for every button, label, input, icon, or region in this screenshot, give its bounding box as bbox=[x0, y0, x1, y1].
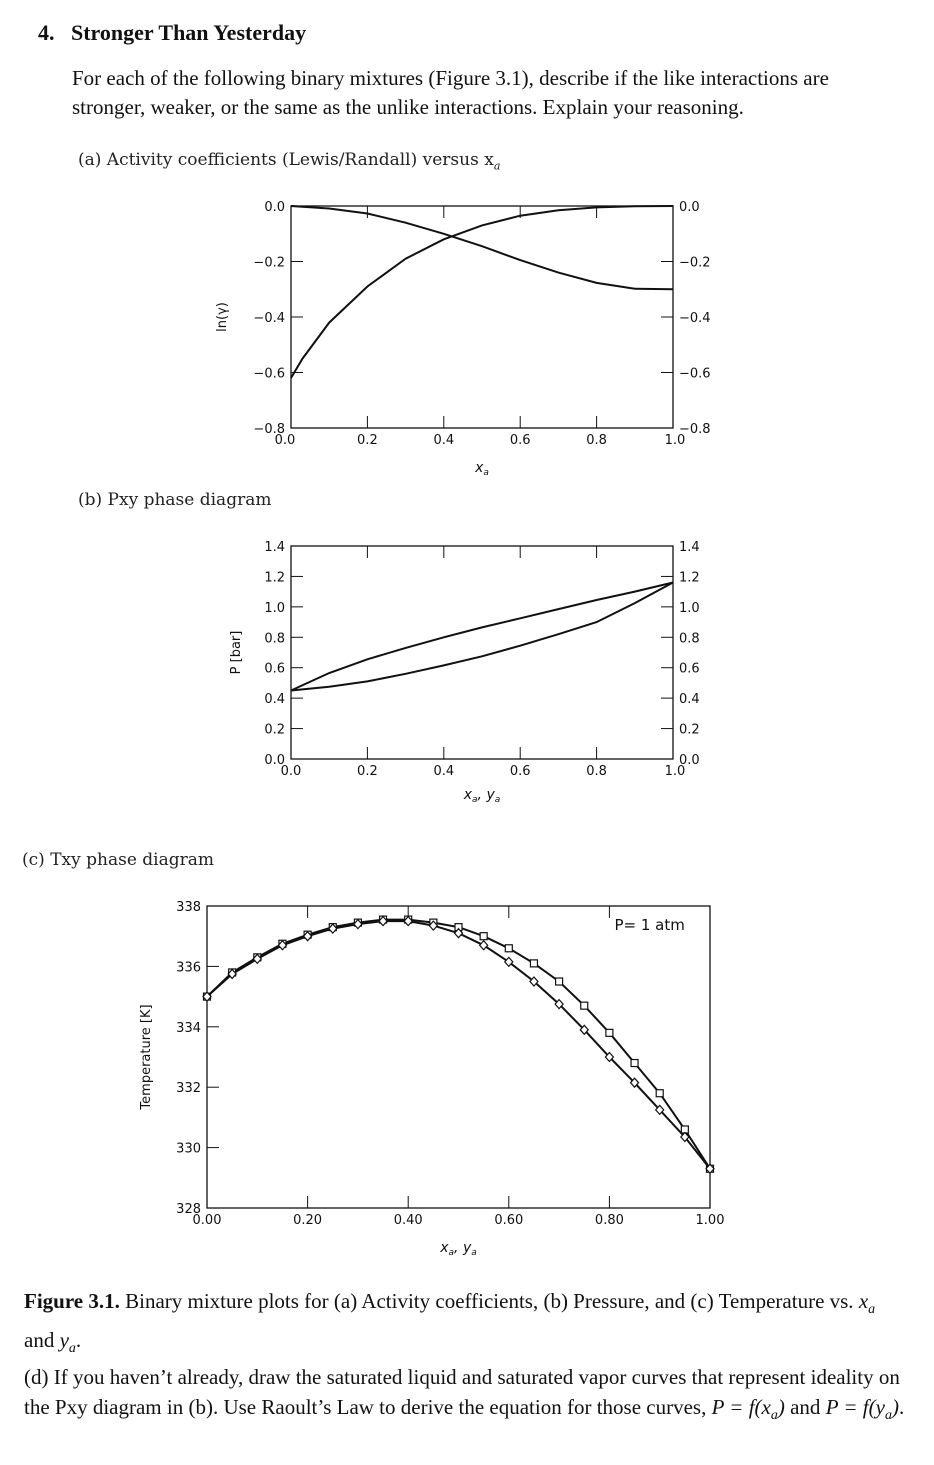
point-square bbox=[631, 1060, 638, 1067]
y-tick-label: 338 bbox=[176, 900, 201, 915]
caption-ya: y bbox=[59, 1328, 69, 1353]
y-tick-label-right: −0.2 bbox=[679, 255, 711, 271]
caption-end: . bbox=[75, 1328, 82, 1353]
x-tick-label: 0.4 bbox=[433, 764, 455, 779]
chart-c-title: (c) Txy phase diagram bbox=[22, 850, 214, 870]
x-tick-label: 0.20 bbox=[293, 1213, 323, 1228]
y-tick-label: 1.2 bbox=[264, 570, 285, 586]
part-d bbox=[24, 1362, 914, 1431]
y-tick-label-right: 1.4 bbox=[679, 540, 700, 555]
y-tick-label: 0.0 bbox=[264, 200, 285, 215]
point-square bbox=[581, 1002, 588, 1009]
point-square bbox=[505, 945, 512, 952]
x-axis-label: $x_a$ bbox=[475, 460, 489, 478]
x-tick-label: 0.2 bbox=[357, 433, 378, 448]
point-square bbox=[606, 1029, 613, 1036]
x-tick-label: 0.8 bbox=[586, 764, 607, 779]
x-tick-label: 0.0 bbox=[280, 764, 302, 779]
x-tick-label: 0.80 bbox=[594, 1213, 624, 1228]
series-line-0 bbox=[291, 206, 673, 289]
y-tick-label: −0.4 bbox=[253, 311, 285, 326]
part-d-eq2: P = f(y bbox=[825, 1395, 885, 1419]
y-tick-label: 0.4 bbox=[264, 692, 285, 708]
caption-text: Binary mixture plots for (a) Activity coefficients, (b) Pressure, and (c) Temperature vs. bbox=[119, 1289, 859, 1313]
x-tick-label: 0.00 bbox=[192, 1213, 222, 1228]
y-tick-label: 328 bbox=[176, 1202, 201, 1217]
y-tick-label: −0.8 bbox=[253, 422, 285, 437]
chart-b-title: (b) Pxy phase diagram bbox=[78, 490, 272, 510]
figure-caption bbox=[24, 1286, 904, 1364]
point-square bbox=[480, 933, 487, 940]
question-number: 4. bbox=[38, 20, 55, 45]
plot-frame bbox=[207, 906, 710, 1208]
point-diamond bbox=[480, 941, 488, 950]
y-tick-label: −0.2 bbox=[253, 255, 285, 271]
x-tick-label: 0.6 bbox=[509, 433, 531, 448]
plot-frame bbox=[291, 546, 673, 759]
x-tick-label: 1.0 bbox=[664, 433, 686, 448]
y-tick-label-right: 1.0 bbox=[679, 600, 700, 616]
y-tick-label-right: 0.4 bbox=[679, 692, 700, 708]
point-square bbox=[556, 978, 563, 985]
question-title-text: Stronger Than Yesterday bbox=[71, 20, 307, 45]
part-d-eq2-close: ) bbox=[891, 1395, 899, 1419]
y-tick-label-right: 0.0 bbox=[679, 753, 700, 768]
part-d-end: . bbox=[898, 1395, 905, 1419]
point-square bbox=[656, 1090, 663, 1097]
x-tick-label: 0.2 bbox=[357, 764, 378, 779]
part-d-eq2-sub: a bbox=[884, 1408, 892, 1424]
y-tick-label: 332 bbox=[176, 1081, 201, 1097]
point-square bbox=[530, 960, 537, 967]
y-tick-label: 0.8 bbox=[264, 631, 285, 647]
y-axis-label: Temperature [K] bbox=[139, 1004, 154, 1110]
y-tick-label: 330 bbox=[176, 1141, 201, 1157]
x-tick-label: 0.8 bbox=[586, 433, 607, 448]
y-axis-label: ln(γ) bbox=[215, 302, 230, 332]
part-d-eq1-close: ) bbox=[777, 1395, 785, 1419]
x-tick-label: 0.6 bbox=[509, 764, 531, 779]
y-tick-label-right: −0.4 bbox=[679, 311, 711, 326]
x-tick-label: 0.0 bbox=[274, 433, 296, 448]
y-tick-label: 0.2 bbox=[264, 722, 285, 738]
chart-b bbox=[229, 540, 700, 805]
x-tick-label: 1.0 bbox=[664, 764, 686, 779]
y-tick-label: 0.6 bbox=[264, 661, 285, 677]
caption-label: Figure 3.1. bbox=[24, 1289, 120, 1313]
y-tick-label: 1.4 bbox=[264, 540, 285, 555]
series-line-0 bbox=[291, 583, 673, 691]
x-tick-label: 0.40 bbox=[393, 1213, 423, 1228]
chart-a bbox=[215, 200, 711, 478]
x-tick-label: 1.00 bbox=[695, 1213, 725, 1228]
y-tick-label: 336 bbox=[176, 960, 201, 976]
y-tick-label-right: −0.6 bbox=[679, 366, 711, 382]
caption-and: and bbox=[24, 1328, 60, 1353]
series-line-0 bbox=[207, 920, 710, 1169]
caption-xa-sub: a bbox=[868, 1302, 876, 1318]
part-d-and: and bbox=[784, 1395, 826, 1419]
part-d-eq1-sub: a bbox=[770, 1408, 778, 1424]
chart-a-title: (a) Activity coefficients (Lewis/Randall) versus $x_a$ bbox=[78, 150, 501, 173]
chart-c bbox=[139, 900, 724, 1258]
series-line-1 bbox=[207, 921, 710, 1169]
x-axis-label: $x_a$, $y_a$ bbox=[440, 1240, 477, 1258]
y-tick-label-right: 1.2 bbox=[679, 570, 700, 586]
caption-xa: x bbox=[858, 1289, 869, 1313]
part-d-text: (d) If you haven’t already, draw the saturated liquid and saturated vapor curves that represent ideality on the Pxy diagram in (b). Use Raoult’s Law to derive the equation for those curves, bbox=[24, 1365, 900, 1419]
plot-frame bbox=[291, 206, 673, 428]
series-line-1 bbox=[291, 206, 673, 378]
y-tick-label-right: 0.2 bbox=[679, 722, 700, 738]
x-tick-label: 0.60 bbox=[494, 1213, 524, 1228]
question-body: For each of the following binary mixtures (Figure 3.1), describe if the like interactions are stronger, weaker, or the same as the unlike interactions. Explain your reasoning. bbox=[72, 66, 829, 119]
x-axis-label: $x_a$, $y_a$ bbox=[463, 787, 501, 805]
y-axis-label: P [bar] bbox=[229, 630, 244, 675]
y-tick-label: 1.0 bbox=[264, 600, 285, 616]
part-d-eq1: P = f(x bbox=[711, 1395, 771, 1419]
caption-ya-sub: a bbox=[68, 1341, 76, 1357]
y-tick-label-right: 0.0 bbox=[679, 200, 700, 215]
y-tick-label: −0.6 bbox=[253, 366, 285, 382]
series-line-1 bbox=[291, 583, 673, 691]
y-tick-label: 334 bbox=[176, 1020, 201, 1036]
y-tick-label-right: −0.8 bbox=[679, 422, 711, 437]
annotation: P= 1 atm bbox=[614, 916, 685, 935]
y-tick-label-right: 0.8 bbox=[679, 631, 700, 647]
x-tick-label: 0.4 bbox=[433, 433, 455, 448]
y-tick-label: 0.0 bbox=[264, 753, 285, 768]
y-tick-label-right: 0.6 bbox=[679, 661, 700, 677]
